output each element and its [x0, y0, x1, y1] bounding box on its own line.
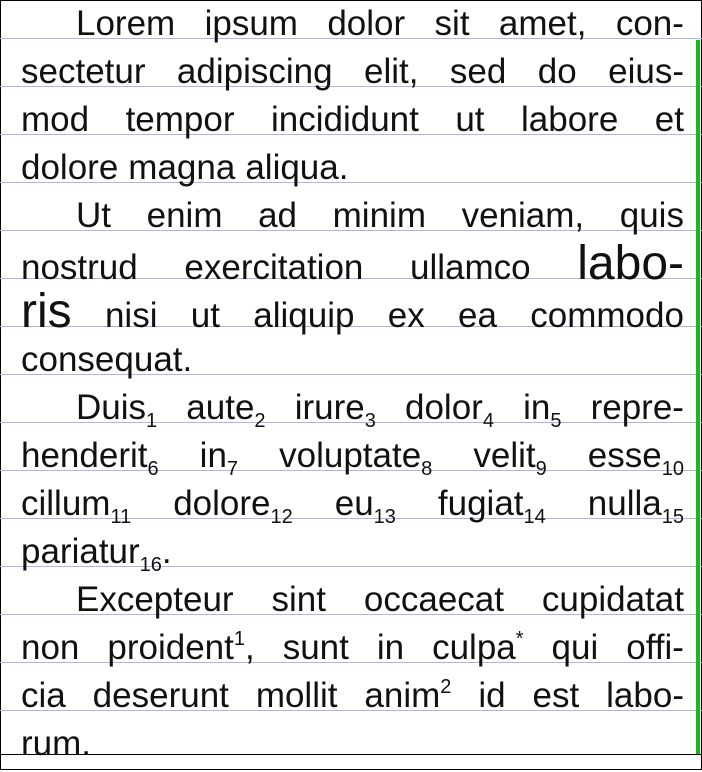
word: sed	[449, 52, 507, 91]
word: cillum$_{11}$	[21, 484, 132, 528]
word: con-	[615, 4, 684, 43]
word: $eu_{13}$	[334, 484, 396, 528]
word: elit,	[364, 52, 419, 91]
word: do	[537, 52, 577, 91]
word: tempor	[125, 100, 235, 139]
word: qui	[551, 628, 599, 667]
footnote-mark: 2	[440, 676, 452, 698]
word: sit	[434, 4, 470, 43]
subscript-index: 12	[270, 506, 293, 528]
word: dolore	[21, 148, 119, 187]
word: esse$_{10}$	[587, 436, 684, 480]
text-line	[21, 532, 684, 580]
word: dolore$_{12}$	[173, 484, 293, 528]
text-line	[21, 628, 684, 676]
word: minim	[332, 196, 426, 235]
text-line	[21, 676, 684, 724]
word: Lorem	[76, 4, 176, 43]
subscript-index: 2	[254, 410, 266, 432]
word: labore	[521, 100, 619, 139]
subscript-index: 13	[373, 506, 396, 528]
subscript-index: 10	[661, 458, 684, 480]
word: amet,	[498, 4, 587, 43]
word: Duis$_1$	[76, 388, 158, 432]
word: et	[654, 100, 684, 139]
text-line	[21, 52, 684, 100]
word: Excepteur	[76, 580, 234, 619]
word: deserunt	[92, 676, 229, 715]
enlarged-word: ris	[21, 285, 72, 338]
word: commodo	[530, 296, 684, 335]
word: aute$_2$	[186, 388, 266, 432]
word: offi-	[626, 628, 684, 667]
subscript-index: 1	[146, 410, 158, 432]
text-line	[21, 436, 684, 484]
footnote-mark: *	[515, 628, 524, 650]
subscript-index: 14	[523, 506, 546, 528]
footnote-mark: 1	[233, 628, 245, 650]
word: henderit$_6$	[21, 436, 159, 480]
right-margin-bar	[696, 40, 700, 754]
word: mollit	[255, 676, 338, 715]
word: sint	[271, 580, 326, 619]
word: dolor	[327, 4, 406, 43]
word: mod	[21, 100, 90, 139]
word: ut	[190, 296, 220, 335]
word: id	[478, 676, 506, 715]
word: ea	[458, 296, 497, 335]
word: non	[21, 628, 80, 667]
word: anim$^2$	[364, 676, 452, 715]
word: culpa*	[432, 628, 524, 667]
text-line	[21, 237, 684, 292]
word: cia	[21, 676, 66, 715]
word: est	[532, 676, 580, 715]
word: adipiscing	[176, 52, 333, 91]
text-line	[21, 100, 684, 148]
word: velit$_9$	[473, 436, 547, 480]
subscript-index: 11	[110, 506, 132, 528]
word: repre-	[590, 388, 684, 427]
word: nostrud	[21, 248, 138, 287]
word: nulla$_{15}$	[587, 484, 684, 528]
word: ex	[387, 296, 425, 335]
word: sunt	[282, 628, 349, 667]
text-line	[21, 484, 684, 532]
subscript-index: 5	[550, 410, 562, 432]
subscript-index: 7	[226, 458, 239, 480]
word: nisi	[104, 296, 158, 335]
subscript-index: 9	[535, 458, 547, 480]
subscript-index: 3	[364, 410, 376, 432]
subscript-index: 6	[147, 458, 159, 480]
word: exercitation	[184, 248, 364, 287]
word: aliqua.	[245, 148, 349, 187]
word: incididunt	[270, 100, 419, 139]
word: proident$^1$,	[107, 628, 255, 667]
word: pariatur$_{16}$.	[21, 532, 172, 576]
word: Ut	[76, 196, 111, 235]
text-line	[21, 340, 684, 388]
word: occaecat	[363, 580, 504, 619]
word: quis	[619, 196, 684, 235]
word: voluptate$_8$	[279, 436, 433, 480]
word: rum.	[21, 724, 91, 763]
word: consequat.	[21, 340, 193, 379]
word: ut	[455, 100, 485, 139]
text-line	[76, 388, 684, 436]
subscript-index: 4	[482, 410, 494, 432]
text-line	[76, 4, 684, 52]
word: in	[376, 628, 405, 667]
word: $in_7$	[199, 436, 239, 480]
enlarged-word: labo-	[577, 237, 684, 290]
word: labo-	[606, 676, 684, 715]
text-line	[21, 285, 684, 340]
word: dolor$_4$	[404, 388, 494, 432]
subscript-index: 15	[661, 506, 684, 528]
word: sectetur	[21, 52, 146, 91]
word: magna	[128, 148, 236, 187]
word: fugiat$_{14}$	[437, 484, 546, 528]
word: veniam,	[461, 196, 585, 235]
subscript-index: 16	[139, 554, 162, 576]
word: enim	[146, 196, 223, 235]
text-line	[21, 148, 684, 196]
word: ipsum	[204, 4, 298, 43]
word: irure$_3$	[294, 388, 376, 432]
word: ullamco	[410, 248, 531, 287]
word: eius-	[608, 52, 684, 91]
text-line	[21, 724, 684, 772]
word: $in_5$	[523, 388, 562, 432]
word: cupidatat	[541, 580, 684, 619]
text-line	[76, 580, 684, 628]
word: aliquip	[253, 296, 355, 335]
word: ad	[258, 196, 298, 235]
subscript-index: 8	[421, 458, 433, 480]
